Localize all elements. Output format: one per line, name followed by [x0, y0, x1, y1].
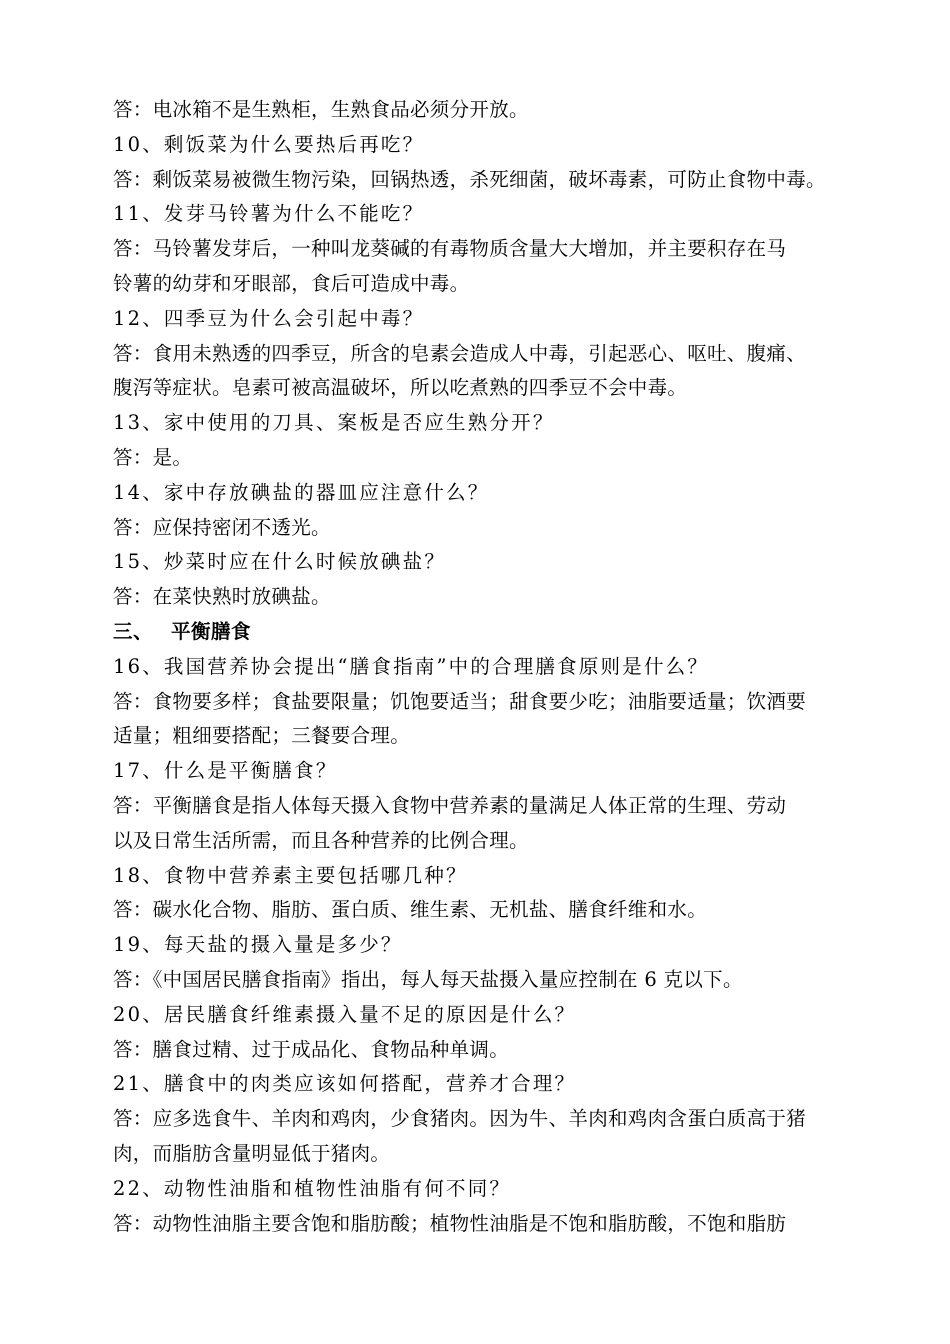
question-line: 12、四季豆为什么会引起中毒？ [113, 306, 425, 330]
answer-line: 答：膳食过精、过于成品化、食物品种单调。 [113, 1037, 510, 1061]
question-line: 18、食物中营养素主要包括哪几种？ [113, 863, 468, 887]
section-number: 三、 [113, 619, 154, 643]
answer-line: 答：是。 [113, 445, 193, 469]
answer-line: 适量；粗细要搭配；三餐要合理。 [113, 724, 411, 748]
question-line: 19、每天盐的摄入量是多少？ [113, 933, 403, 957]
answer-line: 答：《中国居民膳食指南》指出，每人每天盐摄入量应控制在 6 克以下。 [113, 967, 743, 991]
question-line: 13、家中使用的刀具、案板是否应生熟分开？ [113, 411, 555, 435]
answer-line: 答：食用未熟透的四季豆，所含的皂素会造成人中毒，引起恶心、呕吐、腹痛、 [113, 341, 807, 365]
answer-line: 铃薯的幼芽和牙眼部，食后可造成中毒。 [113, 271, 470, 295]
question-line: 22、动物性油脂和植物性油脂有何不同？ [113, 1176, 512, 1200]
section-heading [113, 615, 865, 650]
question-line: 15、炒菜时应在什么时候放碘盐？ [113, 550, 447, 574]
answer-line: 腹泻等症状。皂素可被高温破坏，所以吃煮熟的四季豆不会中毒。 [113, 376, 688, 400]
question-line: 21、膳食中的肉类应该如何搭配，营养才合理？ [113, 1072, 577, 1096]
answer-line: 答：食物要多样；食盐要限量；饥饱要适当；甜食要少吃；油脂要适量；饮酒要 [113, 689, 807, 713]
answer-line: 答：剩饭菜易被微生物污染，回锅热透，杀死细菌，破坏毒素，可防止食物中毒。 [113, 167, 826, 191]
answer-line: 答：应保持密闭不透光。 [113, 515, 331, 539]
document-page [113, 93, 865, 1241]
answer-line: 答：动物性油脂主要含饱和脂肪酸；植物性油脂是不饱和脂肪酸，不饱和脂肪 [113, 1211, 787, 1235]
question-line: 14、家中存放碘盐的器皿应注意什么？ [113, 480, 490, 504]
question-line: 11、发芽马铃薯为什么不能吃？ [113, 202, 425, 226]
answer-line: 答：在菜快熟时放碘盐。 [113, 585, 331, 609]
section-title: 平衡膳食 [171, 619, 252, 643]
answer-line: 答：应多选食牛、羊肉和鸡肉，少食猪肉。因为牛、羊肉和鸡肉含蛋白质高于猪 [113, 1107, 807, 1131]
question-line: 10、剩饭菜为什么要热后再吃？ [113, 132, 425, 156]
answer-line: 以及日常生活所需，而且各种营养的比例合理。 [113, 828, 529, 852]
question-line: 17、什么是平衡膳食？ [113, 759, 338, 783]
answer-line: 答：电冰箱不是生熟柜，生熟食品必须分开放。 [113, 98, 529, 121]
answer-line: 肉，而脂肪含量明显低于猪肉。 [113, 1141, 391, 1165]
question-line: 16、我国营养协会提出“膳食指南”中的合理膳食原则是什么？ [113, 654, 710, 678]
question-line: 20、居民膳食纤维素摄入量不足的原因是什么？ [113, 1002, 577, 1026]
answer-line: 答：平衡膳食是指人体每天摄入食物中营养素的量满足人体正常的生理、劳动 [113, 793, 787, 817]
answer-line: 答：马铃薯发芽后，一种叫龙葵碱的有毒物质含量大大增加，并主要积存在马 [113, 237, 787, 261]
answer-line: 答：碳水化合物、脂肪、蛋白质、维生素、无机盐、膳食纤维和水。 [113, 898, 708, 922]
